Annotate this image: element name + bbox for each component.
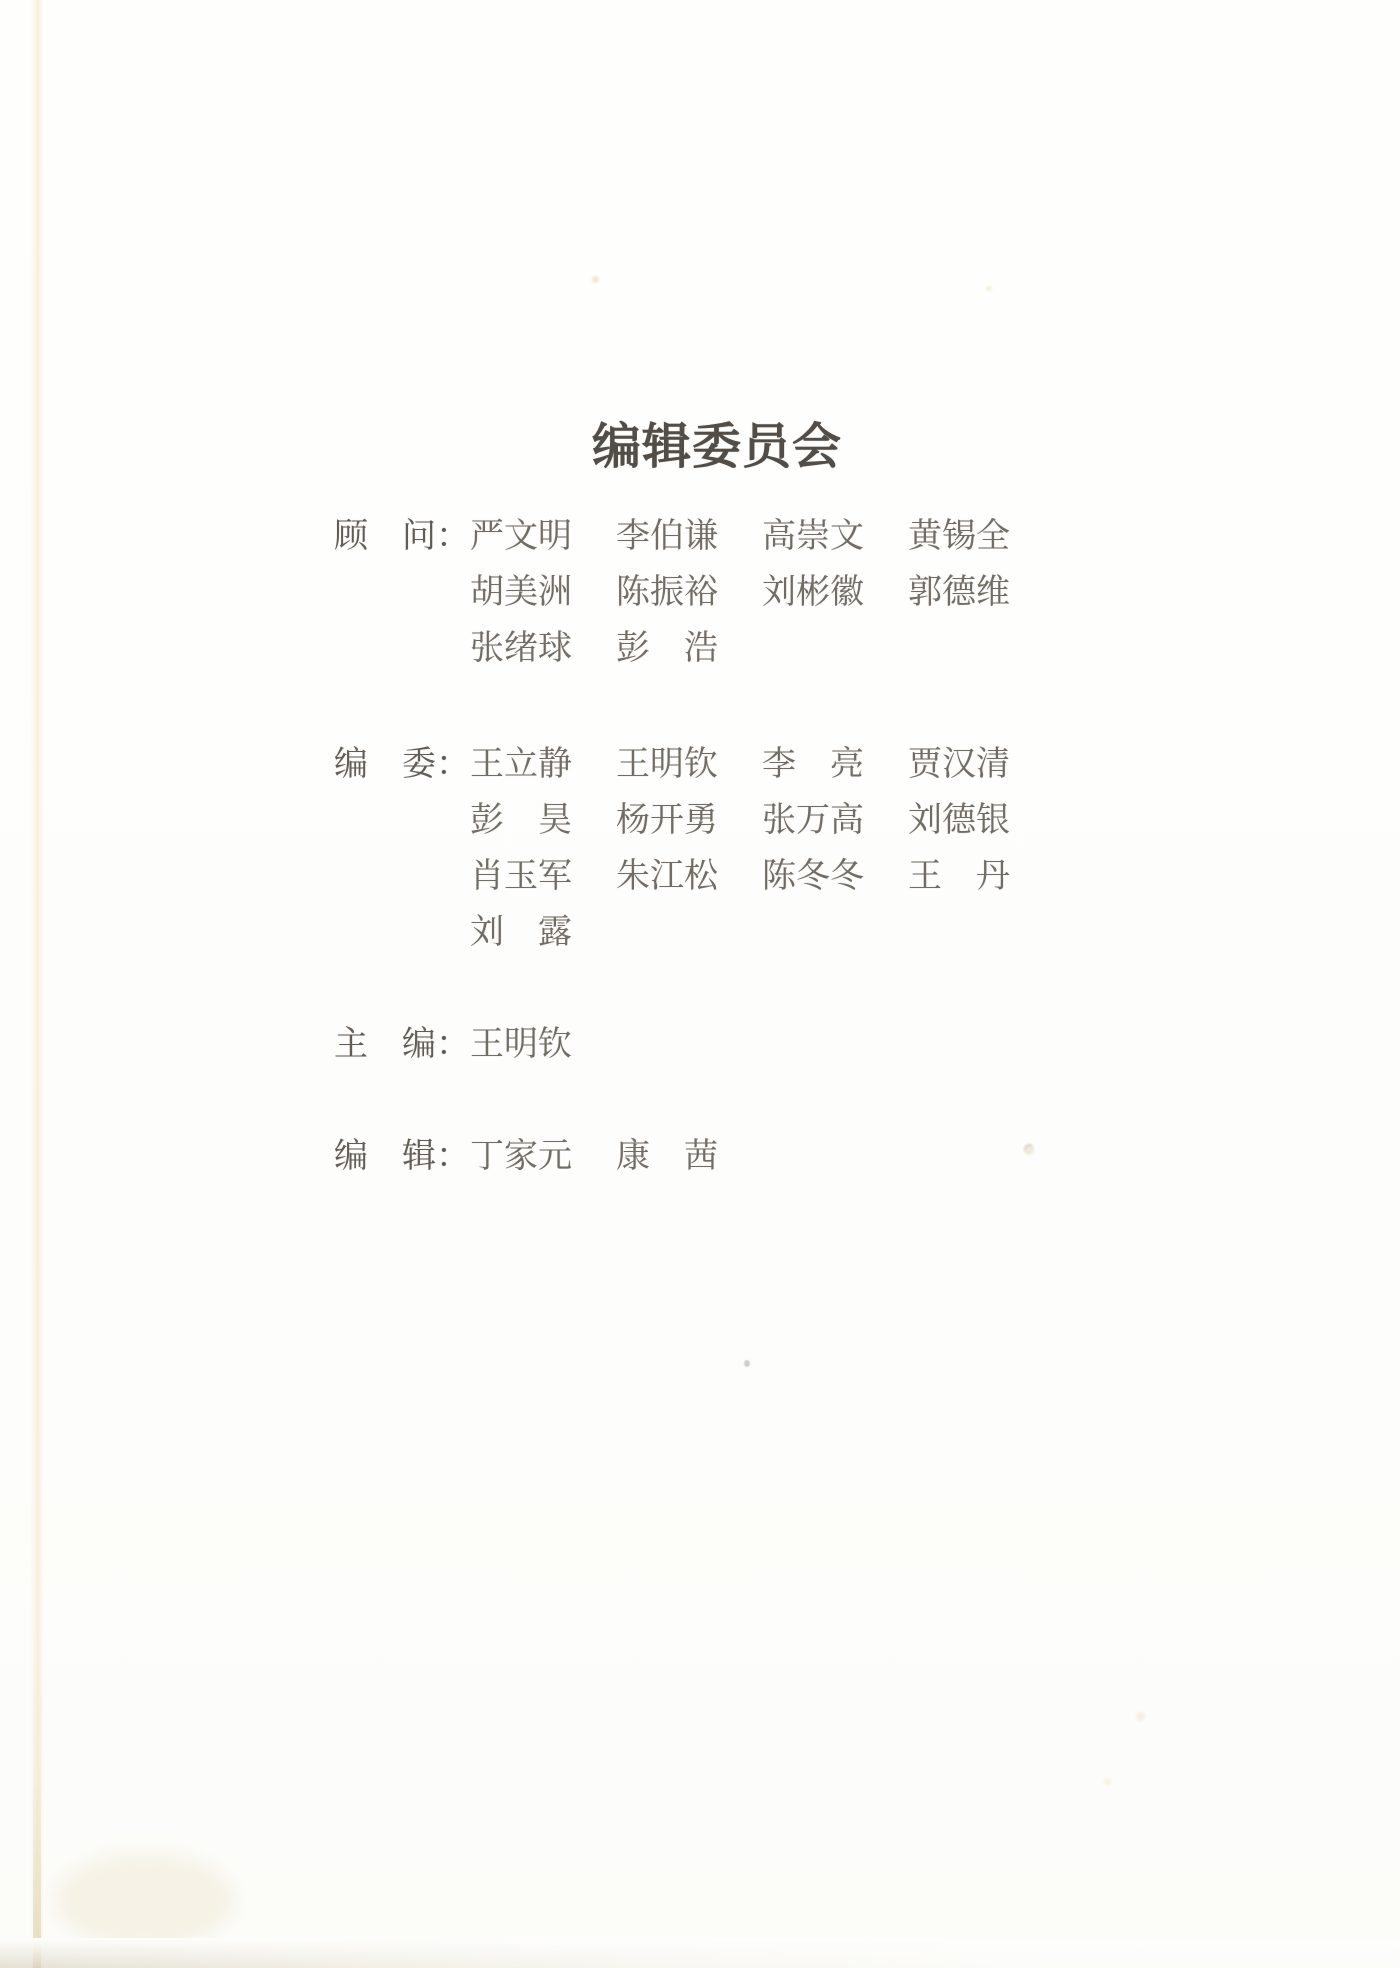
member-name: 彭 昊 [470,802,572,839]
paper-speck [1136,1712,1145,1721]
committee-row [334,849,1054,905]
role-label: 编 辑： [334,1138,470,1175]
committee-row [334,565,1054,621]
role-label [334,905,470,961]
section-advisors [334,509,1054,677]
role-label: 编 委： [334,746,470,783]
member-name: 王明钦 [616,746,718,783]
committee-row [334,509,1054,565]
member-name: 杨开勇 [616,802,718,839]
member-name: 康 茜 [616,1138,718,1175]
member-name: 黄锡全 [908,518,1010,555]
committee-row [334,793,1054,849]
member-name: 张绪球 [470,630,572,667]
member-name: 张万高 [762,802,864,839]
member-name: 郭德维 [908,574,1010,611]
paper-speck [1104,1778,1111,1785]
member-name: 王明钦 [470,1026,572,1063]
paper-speck [986,286,992,291]
paper-blotch [55,1853,235,1948]
member-name: 肖玉军 [470,858,572,895]
member-name: 刘 露 [470,914,572,951]
page-gutter-line [30,0,44,1968]
member-name: 朱江松 [616,858,718,895]
member-name: 贾汉清 [908,746,1010,783]
member-name: 刘彬徽 [762,574,864,611]
role-label: 顾 问： [334,518,470,555]
paper-speck [592,276,599,283]
member-name: 李 亮 [762,746,864,783]
member-name: 陈冬冬 [762,858,864,895]
committee-row [334,1017,616,1073]
member-name: 刘德银 [908,802,1010,839]
member-name: 王 丹 [908,858,1010,895]
role-label [334,565,470,621]
committee-row [334,905,1054,961]
role-label [334,621,470,677]
section-editors [334,1129,762,1185]
committee-row [334,1129,762,1185]
role-label [334,793,470,849]
page-bottom-shadow [0,1938,1400,1968]
member-name: 丁家元 [470,1138,572,1175]
member-name: 陈振裕 [616,574,718,611]
role-label [334,849,470,905]
member-name: 李伯谦 [616,518,718,555]
committee-row [334,621,1054,677]
member-name: 高崇文 [762,518,864,555]
section-chief-editor [334,1017,616,1073]
paper-speck [744,1360,750,1367]
section-editorial-board [334,737,1054,961]
paper-speck [1024,1144,1034,1155]
member-name: 严文明 [470,518,572,555]
committee-row [334,737,1054,793]
member-name: 王立静 [470,746,572,783]
member-name: 彭 浩 [616,630,718,667]
page-title: 编辑委员会 [592,418,843,474]
member-name: 胡美洲 [470,574,572,611]
role-label: 主 编： [334,1026,470,1063]
